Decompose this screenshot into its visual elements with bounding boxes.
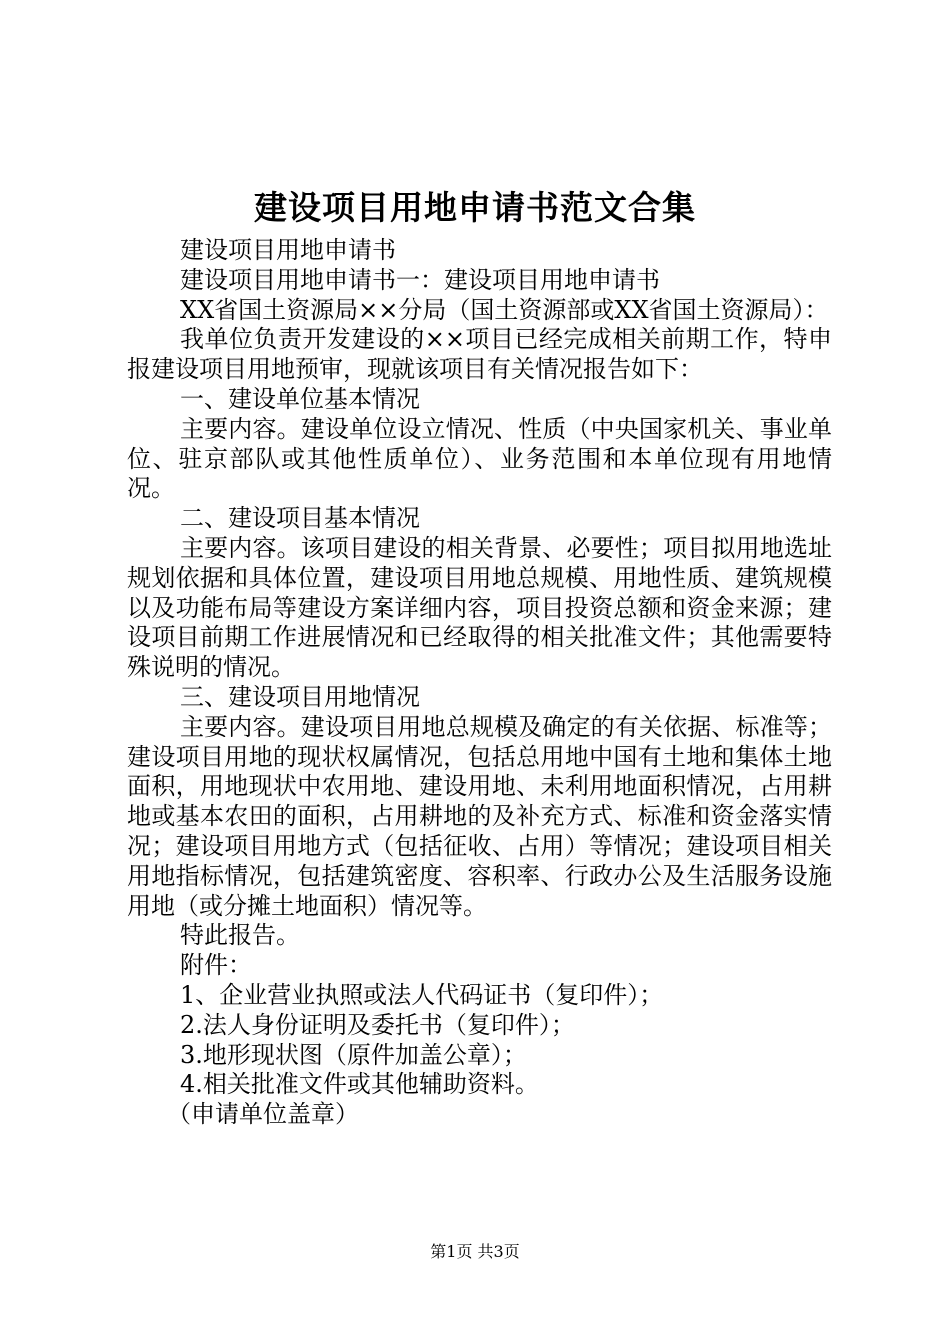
paragraph: 主要内容。该项目建设的相关背景、必要性；项目拟用地选址规划依据和具体位置，建设项目用地总规模、用地性质、建筑规模以及功能布局等建设方案详细内容，项目投资总额和资金来源；建设项目前期工作进展情况和已经取得的相关批准文件；其他需要特殊说明的情况。 [127,533,832,682]
document-body [127,236,832,1130]
attachment-item: 4.相关批准文件或其他辅助资料。 [180,1070,539,1099]
seal-note: （申请单位盖章） [167,1100,359,1129]
closing-line: 特此报告。 [180,921,300,950]
paragraph: 建设项目用地申请书一：建设项目用地申请书 [180,265,660,294]
section-heading: 一、建设单位基本情况 [180,384,420,413]
attachment-item: 3.地形现状图（原件加盖公章）； [180,1040,527,1069]
paragraph: 建设项目用地申请书 [180,236,396,264]
page-number: 第1页 共3页 [430,1242,520,1261]
paragraph: 主要内容。建设项目用地总规模及确定的有关依据、标准等；建设项目用地的现状权属情况，包括总用地中国有土地和集体土地面积，用地现状中农用地、建设用地、未利用地面积情况，占用耕地或基本农田的面积，占用耕地的及补充方式、标准和资金落实情况；建设项目用地方式（包括征收、占用）等情况；建设项目相关用地指标情况，包括建筑密度、容积率、行政办公及生活服务设施用地（或分摊土地面积）情况等。 [127,712,832,920]
addressee-paragraph: XX省国土资源局××分局（国土资源部或XX省国土资源局）： [180,295,829,324]
document-title: 建设项目用地申请书范文合集 [254,188,696,227]
attachment-item: 1、企业营业执照或法人代码证书（复印件）； [180,980,664,1009]
paragraph: 主要内容。建设单位设立情况、性质（中央国家机关、事业单位、驻京部队或其他性质单位）、业务范围和本单位现有用地情况。 [127,414,832,503]
attachments-heading: 附件： [180,951,252,980]
section-heading: 三、建设项目用地情况 [180,682,420,711]
attachment-item: 2.法人身份证明及委托书（复印件）； [180,1010,575,1039]
paragraph: 我单位负责开发建设的××项目已经完成相关前期工作，特申报建设项目用地预审，现就该项目有关情况报告如下： [127,325,832,384]
section-heading: 二、建设项目基本情况 [180,504,420,533]
